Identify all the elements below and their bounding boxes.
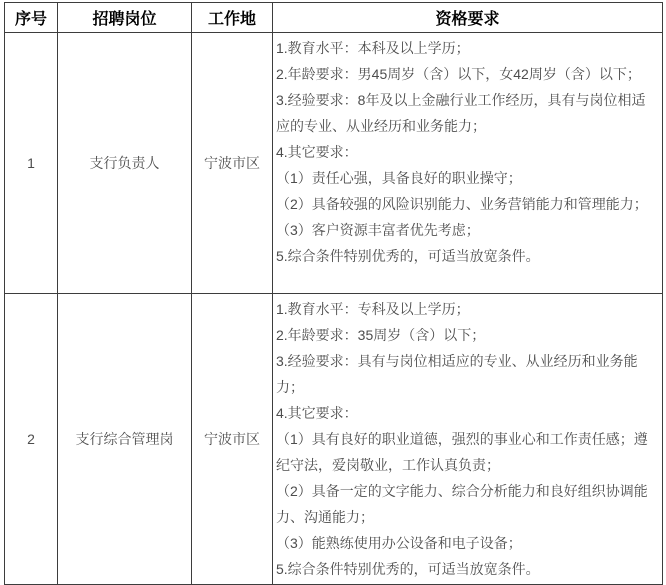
requirement-item: （2）具备较强的风险识别能力、业务营销能力和管理能力； [276, 196, 648, 212]
recruitment-table [4, 2, 663, 585]
table-row [5, 294, 663, 585]
requirement-item: （3）客户资源丰富者优先考虑； [276, 222, 480, 238]
requirement-item: 1.教育水平：本科及以上学历； [276, 40, 470, 56]
requirement-item: 4.其它要求： [276, 144, 358, 160]
requirement-item: 2.年龄要求：35周岁（含）以下； [276, 327, 486, 343]
requirement-item: （3）能熟练使用办公设备和电子设备； [276, 535, 522, 551]
header-cell-position: 招聘岗位 [58, 3, 192, 33]
requirement-item: 5.综合条件特别优秀的，可适当放宽条件。 [276, 248, 540, 264]
requirement-item: （1）责任心强，具备良好的职业操守； [276, 170, 522, 186]
requirement-item: 4.其它要求： [276, 405, 358, 421]
requirements-cell [273, 33, 663, 294]
requirement-item: 3.经验要求：8年及以上金融行业工作经历，具有与岗位相适应的专业、从业经历和业务能力； [276, 92, 646, 134]
requirement-item: 1.教育水平：专科及以上学历； [276, 301, 470, 317]
requirement-item: （2）具备一定的文字能力、综合分析能力和良好组织协调能力、沟通能力； [276, 483, 648, 525]
row-number-cell: 2 [5, 294, 58, 585]
requirements-cell [273, 294, 663, 585]
requirement-item: 5.综合条件特别优秀的，可适当放宽条件。 [276, 561, 540, 577]
position-cell: 支行综合管理岗 [58, 294, 192, 585]
location-cell: 宁波市区 [192, 33, 273, 294]
location-cell: 宁波市区 [192, 294, 273, 585]
requirement-item: 2.年龄要求：男45周岁（含）以下，女42周岁（含）以下； [276, 66, 641, 82]
requirement-item: （1）具有良好的职业道德，强烈的事业心和工作责任感；遵纪守法，爱岗敬业，工作认真负责； [276, 431, 648, 473]
header-cell-location: 工作地 [192, 3, 273, 33]
table-row [5, 33, 663, 294]
header-cell-number: 序号 [5, 3, 58, 33]
position-cell: 支行负责人 [58, 33, 192, 294]
header-cell-requirements: 资格要求 [273, 3, 663, 33]
requirement-item: 3.经验要求：具有与岗位相适应的专业、从业经历和业务能力； [276, 353, 638, 395]
row-number-cell: 1 [5, 33, 58, 294]
table-header-row [5, 3, 663, 33]
